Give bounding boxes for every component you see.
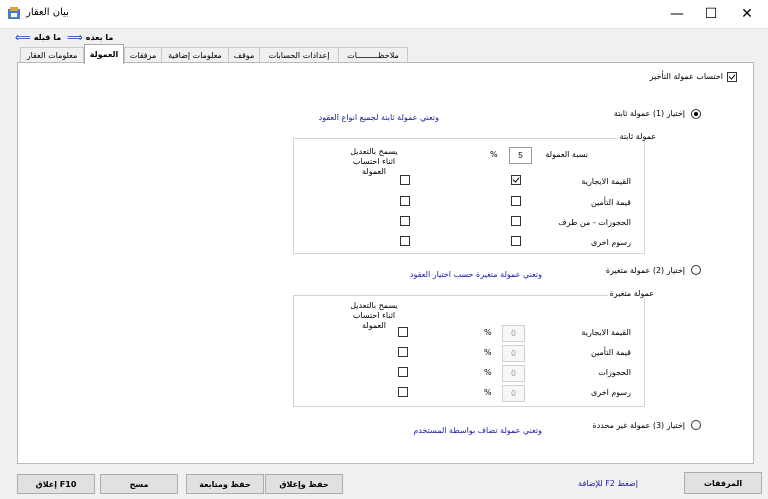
fixed-row-label: القيمة الايجارية xyxy=(581,177,631,186)
fixed-row-checkbox[interactable] xyxy=(511,196,521,206)
option1-radio[interactable] xyxy=(691,109,701,119)
fixed-row-checkbox[interactable] xyxy=(511,216,521,226)
arrow-left-icon: ⟸ xyxy=(15,30,31,44)
next-label: ما بعده xyxy=(85,32,114,42)
variable-row-input[interactable] xyxy=(502,325,525,342)
clear-button[interactable]: مسح xyxy=(100,474,178,494)
variable-row-allow-edit-checkbox[interactable] xyxy=(398,387,408,397)
fixed-row-checkbox[interactable] xyxy=(511,236,521,246)
variable-allow-edit-header: يسمح بالتعديل اثناء احتساب العمولة xyxy=(350,301,398,330)
variable-row-input[interactable] xyxy=(502,365,525,382)
close-f10-button[interactable]: إغلاق F10 xyxy=(17,474,95,494)
next-button[interactable] xyxy=(67,30,113,44)
option3-description: وتعني عمولة تضاف بواسطة المستخدم xyxy=(413,426,542,435)
previous-label: ما قبله xyxy=(33,32,62,42)
variable-row-percent: % xyxy=(484,368,492,377)
maximize-icon[interactable]: ☐ xyxy=(704,6,718,22)
option3-label: إختيار (3) عمولة غير محددة xyxy=(592,421,685,430)
tab-position[interactable]: موقف xyxy=(228,47,260,63)
late-commission-checkbox[interactable] xyxy=(727,72,737,82)
rate-label: نسبة العمولة xyxy=(545,150,588,159)
fixed-row-allow-edit-checkbox[interactable] xyxy=(400,236,410,246)
fixed-allow-edit-header: يسمح بالتعديل اثناء احتساب العمولة xyxy=(350,147,398,176)
app-icon xyxy=(7,6,21,20)
rate-input[interactable] xyxy=(509,147,532,164)
arrow-right-icon: ⟹ xyxy=(67,30,83,44)
fixed-row-allow-edit-checkbox[interactable] xyxy=(400,196,410,206)
tab-additional-info[interactable]: معلومات إضافية xyxy=(161,47,229,63)
option2-radio[interactable] xyxy=(691,265,701,275)
variable-row-allow-edit-checkbox[interactable] xyxy=(398,327,408,337)
save-continue-button[interactable]: حفظ ومتابعة xyxy=(186,474,264,494)
fixed-row-allow-edit-checkbox[interactable] xyxy=(400,175,410,185)
fixed-row-allow-edit-checkbox[interactable] xyxy=(400,216,410,226)
tab-attachments[interactable]: مرفقات xyxy=(124,47,162,63)
variable-row-input[interactable] xyxy=(502,345,525,362)
variable-row-label: القيمة الايجارية xyxy=(581,328,631,337)
variable-row-allow-edit-checkbox[interactable] xyxy=(398,367,408,377)
title-bar xyxy=(0,0,768,29)
variable-row-percent: % xyxy=(484,348,492,357)
fixed-row-label: رسوم اخرى xyxy=(590,238,631,247)
attachments-button[interactable]: المرفقات xyxy=(684,472,762,494)
option1-description: وتعني عمولة ثابتة لجميع انواع العقود xyxy=(318,113,439,122)
tab-commission[interactable]: العمولة xyxy=(84,44,124,64)
option2-label: إختيار (2) عمولة متغيرة xyxy=(605,266,685,275)
save-close-button[interactable]: حفظ وإغلاق xyxy=(265,474,343,494)
fixed-group-title: عمولة ثابتة xyxy=(619,132,656,141)
option1-label: إختيار (1) عمولة ثابتة xyxy=(613,109,685,118)
variable-group-title: عمولة متغيرة xyxy=(609,289,654,298)
rate-percent-sign: % xyxy=(490,150,498,159)
tab-notes[interactable]: ملاحظـــــــــات xyxy=(338,47,408,63)
tab-account-settings[interactable]: إعدادات الحسابات xyxy=(259,47,339,63)
fixed-row-checkbox[interactable] xyxy=(511,175,521,185)
tab-property-info[interactable]: معلومات العقار xyxy=(20,47,84,63)
variable-row-allow-edit-checkbox[interactable] xyxy=(398,347,408,357)
option2-description: وتعني عمولة متغيرة حسب اختيار العقود xyxy=(409,270,542,279)
minimize-icon[interactable]: — xyxy=(670,6,684,22)
variable-row-input[interactable] xyxy=(502,385,525,402)
option3-radio[interactable] xyxy=(691,420,701,430)
variable-row-percent: % xyxy=(484,388,492,397)
window-title: بيان العقار xyxy=(26,7,69,18)
close-icon[interactable]: ✕ xyxy=(741,6,753,22)
fixed-row-label: الحجوزات - من طرف xyxy=(558,218,631,227)
variable-row-label: قيمة التأمين xyxy=(591,348,631,357)
add-hint-label: إضغط F2 للإضافة xyxy=(578,479,638,488)
variable-row-percent: % xyxy=(484,328,492,337)
late-commission-label: احتساب عمولة التأخير xyxy=(649,72,723,81)
variable-row-label: رسوم اخرى xyxy=(590,388,631,397)
previous-button[interactable] xyxy=(15,30,61,44)
fixed-row-label: قيمة التأمين xyxy=(591,198,631,207)
variable-row-label: الحجوزات xyxy=(598,368,631,377)
